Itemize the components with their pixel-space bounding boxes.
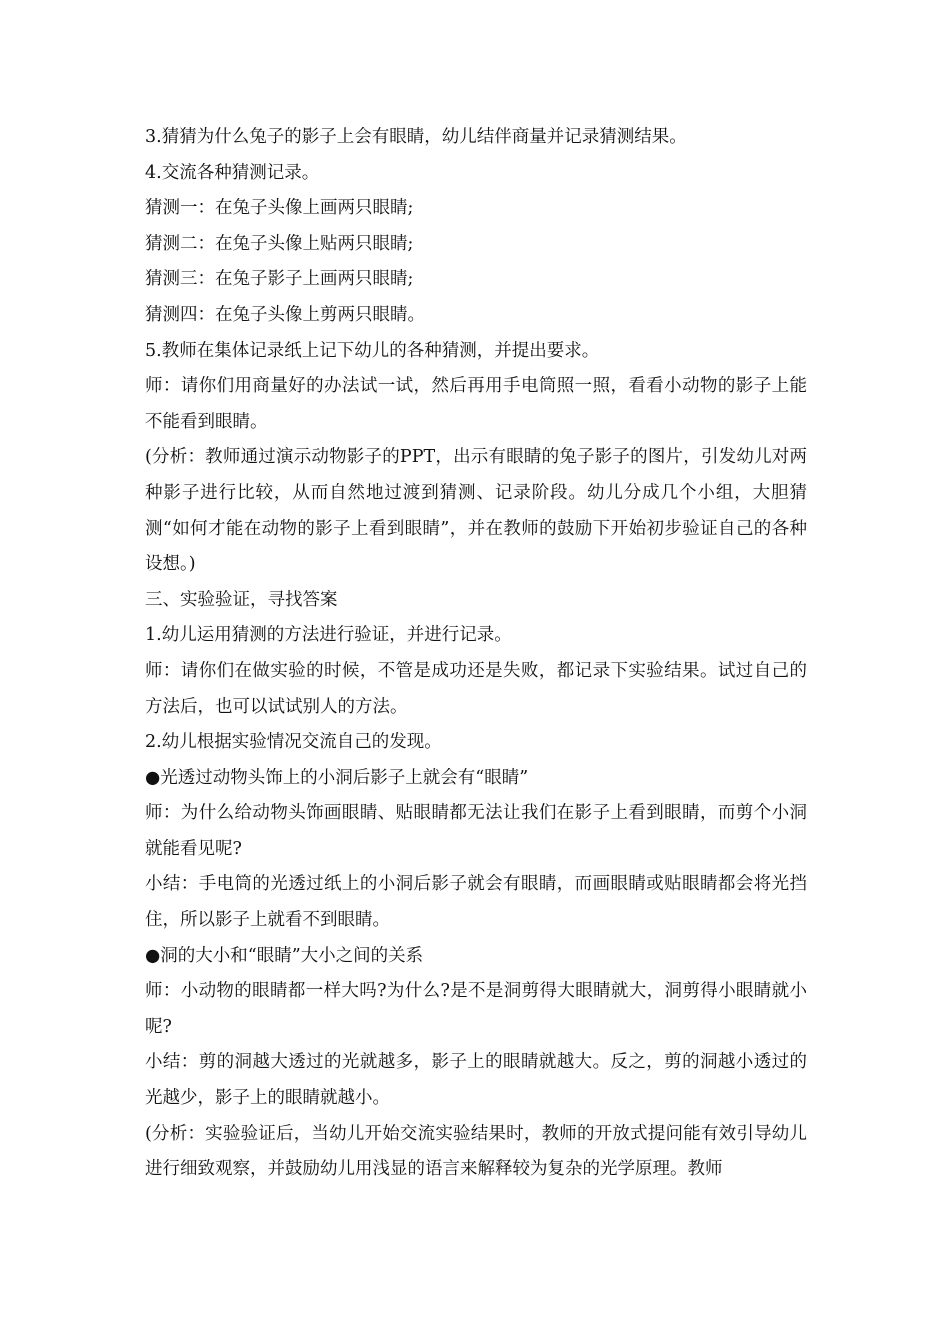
- paragraph-guess-2: 猜测二：在兔子头像上贴两只眼睛;: [145, 233, 414, 254]
- paragraph-teacher-question-1: 师：为什么给动物头饰画眼睛、贴眼睛都无法让我们在影子上看到眼睛，而剪个小洞就能看见呢?: [145, 803, 807, 859]
- paragraph-teacher-record: 师：请你们在做实验的时候，不管是成功还是失败，都记录下实验结果。试过自己的方法后，也可以试试别人的方法。: [145, 660, 807, 717]
- paragraph-verify-1: 1.幼儿运用猜测的方法进行验证，并进行记录。: [145, 625, 512, 646]
- paragraph-step-5: 5.教师在集体记录纸上记下幼儿的各种猜测，并提出要求。: [145, 340, 600, 361]
- paragraph-teacher-question-2: 师：小动物的眼睛都一样大吗?为什么?是不是洞剪得大眼睛就大，洞剪得小眼睛就小呢?: [145, 981, 807, 1037]
- paragraph-verify-2: 2.幼儿根据实验情况交流自己的发现。: [145, 732, 442, 753]
- bullet-hole-size: ●洞的大小和“眼睛”大小之间的关系: [145, 945, 424, 966]
- paragraph-step-3: 3.猜猜为什么兔子的影子上会有眼睛，幼儿结伴商量并记录猜测结果。: [145, 127, 687, 147]
- paragraph-analysis-1: (分析：教师通过演示动物影子的PPT，出示有眼睛的兔子影子的图片，引发幼儿对两种影子进行比较，从而自然地过渡到猜测、记录阶段。幼儿分成几个小组，大胆猜测“如何才能在动物的影子上看到眼睛”，并在教师的鼓励下开始初步验证自己的各种设想。): [145, 447, 807, 575]
- paragraph-guess-1: 猜测一：在兔子头像上画两只眼睛;: [145, 198, 414, 219]
- paragraph-analysis-2: (分析：实验验证后，当幼儿开始交流实验结果时，教师的开放式提问能有效引导幼儿进行细致观察，并鼓励幼儿用浅显的语言来解释较为复杂的光学原理。教师: [145, 1123, 807, 1180]
- paragraph-teacher-request: 师：请你们用商量好的办法试一试，然后再用手电筒照一照，看看小动物的影子上能不能看到眼睛。: [145, 376, 807, 432]
- paragraph-guess-3: 猜测三：在兔子影子上画两只眼睛;: [145, 269, 414, 290]
- bullet-light-through-hole: ●光透过动物头饰上的小洞后影子上就会有“眼睛”: [145, 767, 529, 788]
- paragraph-step-4: 4.交流各种猜测记录。: [145, 162, 320, 183]
- document-body: [145, 120, 807, 1188]
- paragraph-summary-2: 小结：剪的洞越大透过的光就越多，影子上的眼睛就越大。反之，剪的洞越小透过的光越少，影子上的眼睛就越小。: [145, 1052, 807, 1109]
- section-heading-3: 三、实验验证，寻找答案: [145, 589, 338, 610]
- paragraph-summary-1: 小结：手电筒的光透过纸上的小洞后影子就会有眼睛，而画眼睛或贴眼睛都会将光挡住，所以影子上就看不到眼睛。: [145, 874, 807, 931]
- paragraph-guess-4: 猜测四：在兔子头像上剪两只眼睛。: [145, 304, 425, 325]
